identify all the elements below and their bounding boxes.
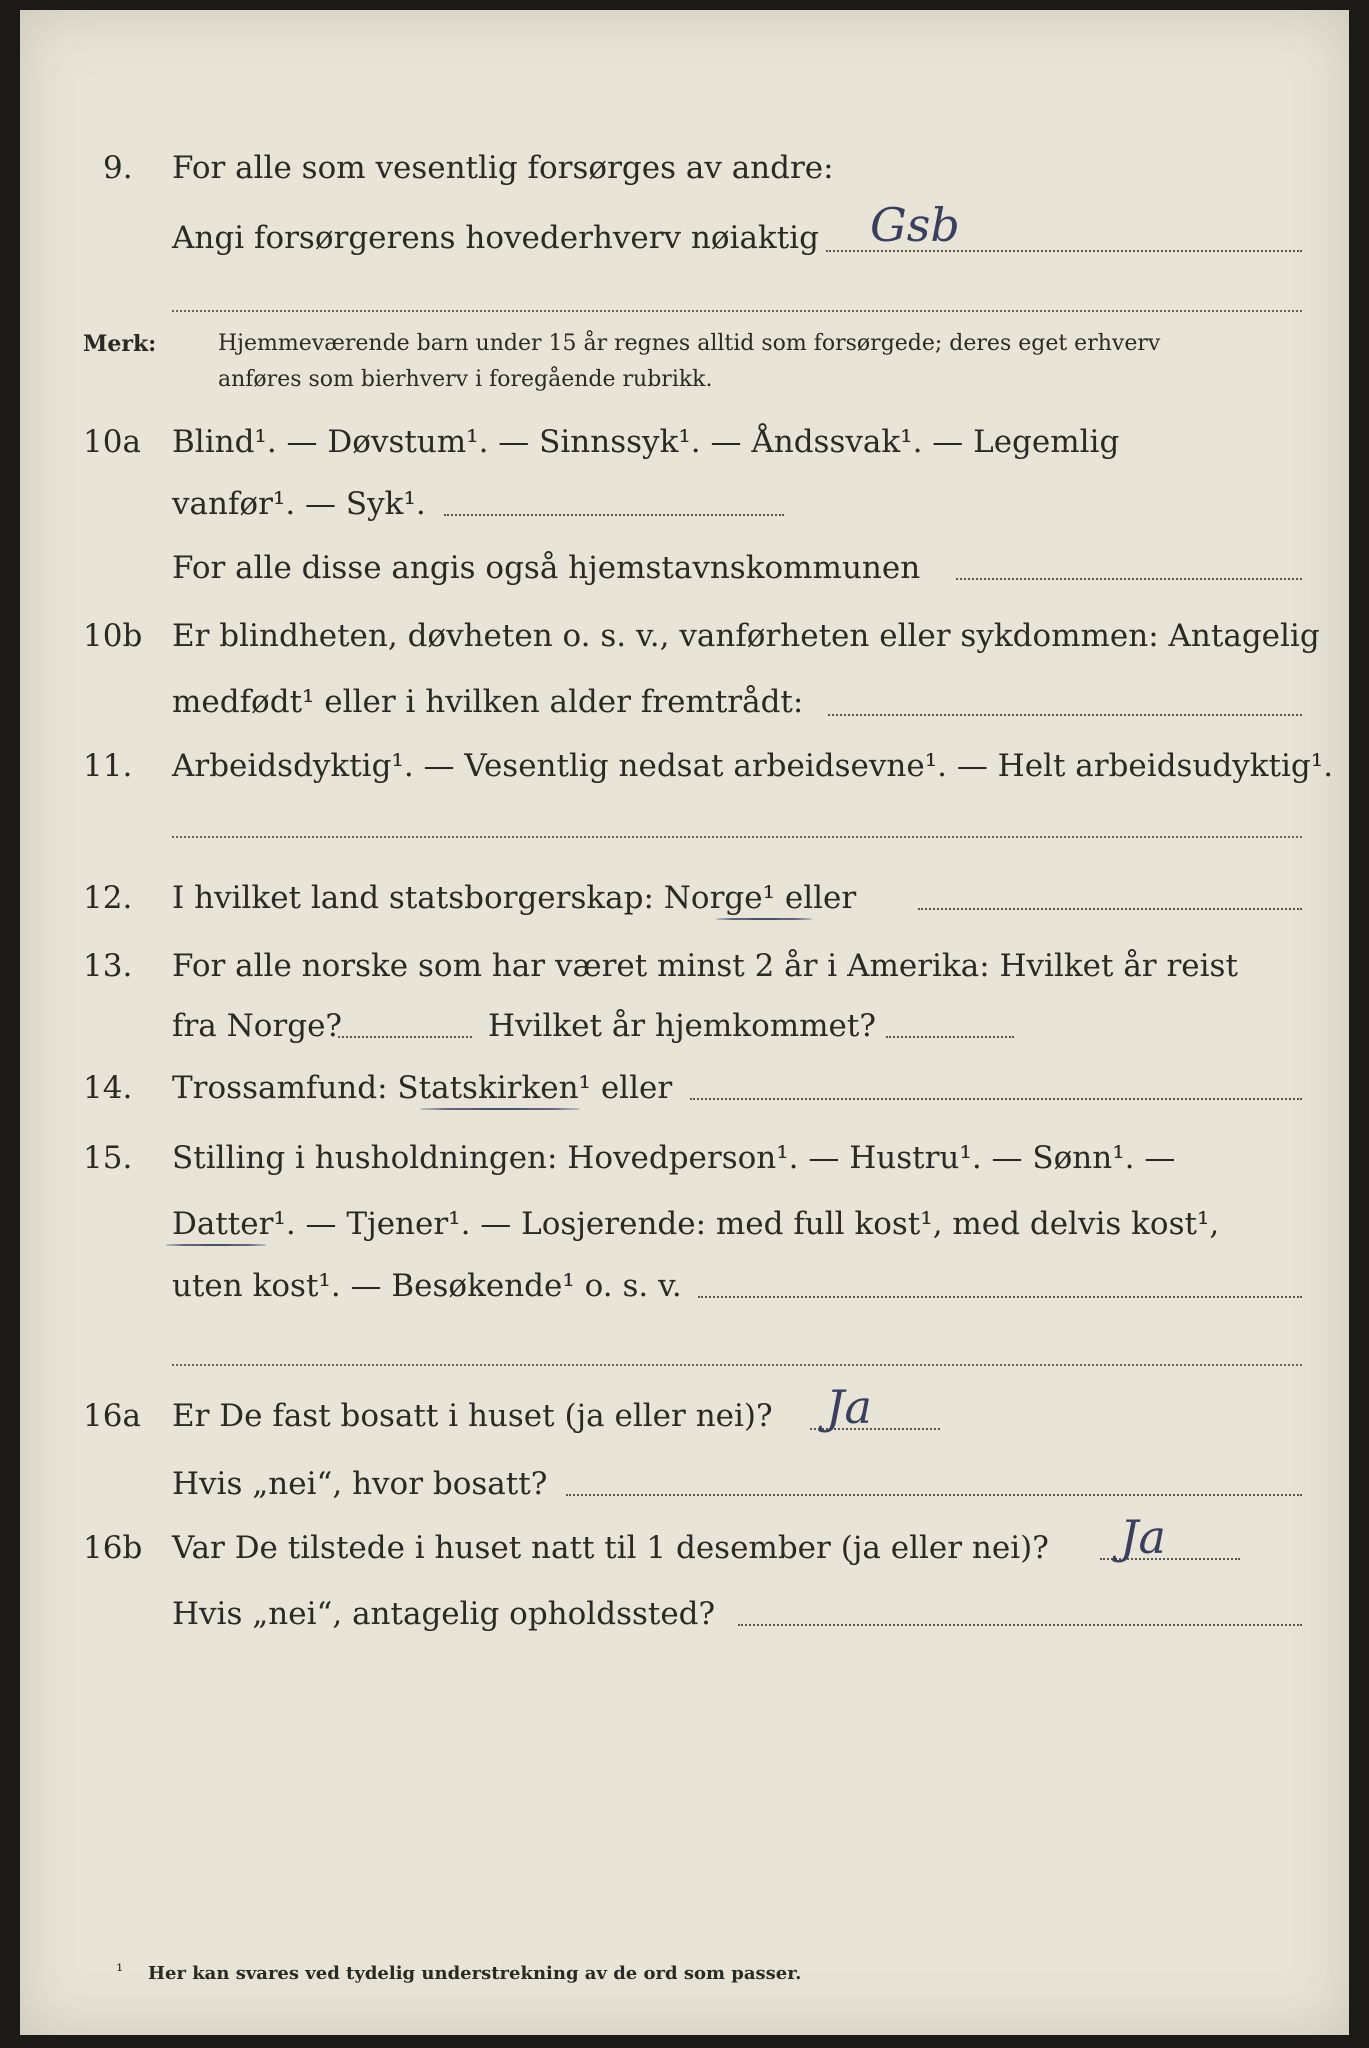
q12-answer-line [918,908,1302,910]
q12-number: 12. [83,880,133,916]
q12-norge-underline [716,918,812,920]
q16a-line2: Hvis „nei“, hvor bosatt? [172,1466,548,1502]
q10b-line1: Er blindheten, døvheten o. s. v., vanførheten eller sykdommen: Antagelig [172,618,1320,654]
q10b-number: 10b [83,618,143,654]
q15-line2: Datter¹. — Tjener¹. — Losjerende: med full kost¹, med delvis kost¹, [172,1206,1220,1242]
q10a-line1: Blind¹. — Døvstum¹. — Sinnssyk¹. — Åndssvak¹. — Legemlig [172,424,1120,460]
q10a-line3: For alle disse angis også hjemstavnskommunen [172,550,921,586]
q14-line1: Trossamfund: Statskirken¹ eller [172,1070,673,1106]
q10b-line2: medfødt¹ eller i hvilken alder fremtrådt: [172,684,804,720]
q9-handwritten-answer: Gsb [870,198,960,252]
q15-line3: uten kost¹. — Besøkende¹ o. s. v. [172,1268,682,1304]
q14-number: 14. [83,1070,133,1106]
footnote-mark: ¹ [116,1961,124,1982]
q9-line1: For alle som vesentlig forsørges av andre: [172,150,834,186]
q13-departure-line [338,1036,472,1038]
q9-line2: Angi forsørgerens hovederhverv nøiaktig [172,220,819,256]
q16a-line1: Er De fast bosatt i huset (ja eller nei)? [172,1398,773,1434]
q15-datter-underline [166,1244,266,1246]
merk-line2: anføres som bierhverv i foregående rubrikk. [218,367,713,392]
q10a-line2: vanfør¹. — Syk¹. [172,486,426,522]
q12-line1: I hvilket land statsborgerskap: Norge¹ eller [172,880,857,916]
q13-line1: For alle norske som har været minst 2 år i Amerika: Hvilket år reist [172,948,1238,984]
q16a-handwritten-answer: Ja [826,1380,872,1434]
q15-answer-line [698,1296,1302,1298]
footnote-text: Her kan svares ved tydelig understrekning av de ord som passer. [148,1963,802,1984]
q14-answer-line [690,1098,1302,1100]
q13-line2a: fra Norge? [172,1008,343,1044]
q13-return-line [886,1036,1014,1038]
q9-extra-line [172,310,1302,312]
q15-line1: Stilling i husholdningen: Hovedperson¹. — Hustru¹. — Sønn¹. — [172,1140,1176,1176]
merk-line1: Hjemmeværende barn under 15 år regnes alltid som forsørgede; deres eget erhverv [218,331,1161,356]
q10a-number: 10a [83,424,141,460]
q11-number: 11. [83,748,133,784]
q15-extra-line [172,1364,1302,1366]
merk-label: Merk: [83,331,157,357]
q11-line1: Arbeidsdyktig¹. — Vesentlig nedsat arbeidsevne¹. — Helt arbeidsudyktig¹. [172,748,1334,784]
q16a-residence-line [566,1494,1302,1496]
q14-statskirken-underline [420,1108,580,1110]
q16b-location-line [738,1624,1302,1626]
q13-number: 13. [83,948,133,984]
q16b-line1: Var De tilstede i huset natt til 1 desember (ja eller nei)? [172,1530,1049,1566]
q16b-handwritten-answer: Ja [1120,1510,1166,1564]
q16a-number: 16a [83,1398,141,1434]
q16b-line2: Hvis „nei“, antagelig opholdssted? [172,1596,716,1632]
q10a-home-line [956,578,1302,580]
q9-number: 9. [103,150,133,186]
q15-number: 15. [83,1140,133,1176]
q11-extra-line [172,836,1302,838]
q13-line2b: Hvilket år hjemkommet? [488,1008,876,1044]
q10a-answer-line [444,514,784,516]
q16b-number: 16b [83,1530,143,1566]
q10b-answer-line [828,714,1302,716]
